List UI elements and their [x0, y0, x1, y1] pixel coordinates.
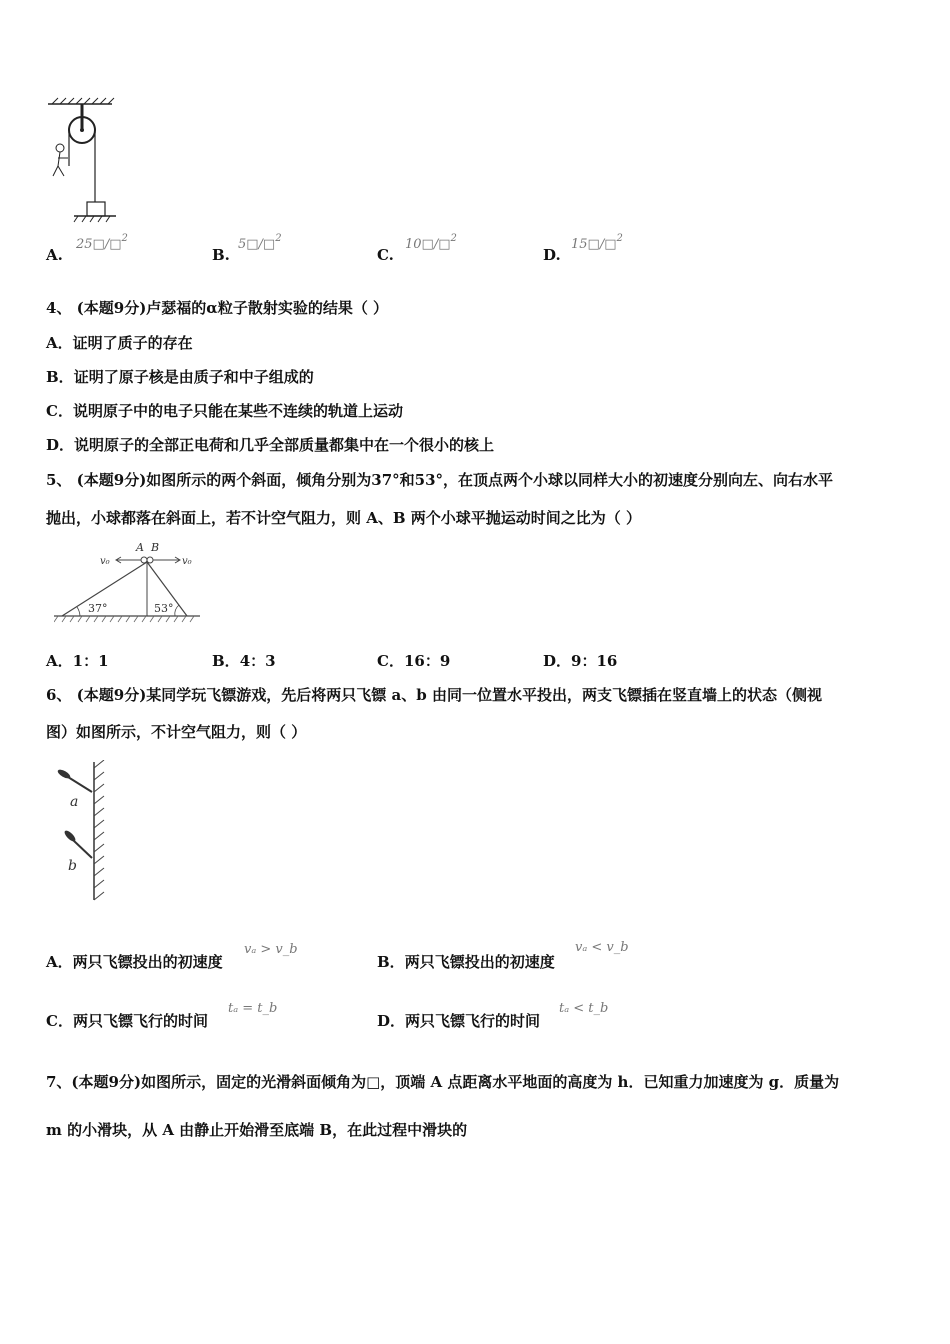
q5-label-b: B — [151, 541, 160, 554]
q5-option-b: B．4：3 — [212, 652, 276, 670]
q3-option-a-value: 25□/□$^2$ — [76, 233, 128, 252]
pulley-figure — [44, 96, 119, 224]
q6-option-b-math: vₐ < v_b — [575, 940, 629, 955]
q6-option-b: B．两只飞镖投出的初速度 — [377, 953, 555, 971]
q6-option-d-math: tₐ < t_b — [559, 1001, 609, 1016]
q6-stem-line1: 6、 (本题9分)某同学玩飞镖游戏，先后将两只飞镖 a、b 由同一位置水平投出，两支飞镖插在竖直墙上的状态（侧视 — [46, 686, 822, 704]
q4-option-a: A．证明了质子的存在 — [46, 334, 193, 352]
q6-option-c: C．两只飞镖飞行的时间 — [46, 1012, 208, 1030]
q7-stem-line2: m 的小滑块，从 A 由静止开始滑至底端 B，在此过程中滑块的 — [46, 1121, 468, 1139]
q6-stem-line2: 图）如图所示，不计空气阻力，则（ ） — [46, 723, 307, 741]
q6-label-a: a — [70, 794, 79, 810]
q6-dart-figure — [44, 760, 114, 906]
q5-angle-right: 53° — [154, 602, 174, 615]
q5-angle-left: 37° — [88, 602, 108, 615]
q5-option-d: D．9：16 — [543, 652, 618, 670]
q4-option-c: C．说明原子中的电子只能在某些不连续的轨道上运动 — [46, 402, 403, 420]
q3-option-c: C. — [377, 246, 394, 264]
q3-option-d: D. — [543, 246, 561, 264]
q6-option-a: A．两只飞镖投出的初速度 — [46, 953, 223, 971]
q6-option-d: D．两只飞镖飞行的时间 — [377, 1012, 541, 1030]
q4-stem: 4、 (本题9分)卢瑟福的α粒子散射实验的结果（ ） — [46, 299, 389, 317]
q5-label-a: A — [136, 541, 144, 554]
q5-v-right: v₀ — [182, 556, 192, 567]
q7-stem-line1: 7、(本题9分)如图所示，固定的光滑斜面倾角为□，顶端 A 点距离水平地面的高度为 h．已知重力加速度为 g．质量为 — [46, 1073, 840, 1091]
q5-incline-figure — [54, 538, 204, 624]
q3-option-c-value: 10□/□$^2$ — [405, 233, 457, 252]
q5-option-a: A．1：1 — [46, 652, 109, 670]
q3-option-b: B. — [212, 246, 230, 264]
q4-option-d: D．说明原子的全部正电荷和几乎全部质量都集中在一个很小的核上 — [46, 436, 495, 454]
q3-option-b-value: 5□/□$^2$ — [238, 233, 282, 252]
q3-option-a: A. — [46, 246, 63, 264]
q5-stem-line2: 抛出，小球都落在斜面上，若不计空气阻力，则 A、B 两个小球平抛运动时间之比为（ ） — [46, 509, 641, 527]
q5-stem-line1: 5、 (本题9分)如图所示的两个斜面，倾角分别为37°和53°，在顶点两个小球以同样大小的初速度分别向左、向右水平 — [46, 471, 834, 489]
q5-v-left: v₀ — [100, 556, 110, 567]
q6-option-c-math: tₐ = t_b — [228, 1001, 278, 1016]
q4-option-b: B．证明了原子核是由质子和中子组成的 — [46, 368, 314, 386]
q6-label-b: b — [68, 858, 77, 874]
q3-option-d-value: 15□/□$^2$ — [571, 233, 623, 252]
q6-option-a-math: vₐ > v_b — [244, 942, 298, 957]
q5-option-c: C．16：9 — [377, 652, 451, 670]
